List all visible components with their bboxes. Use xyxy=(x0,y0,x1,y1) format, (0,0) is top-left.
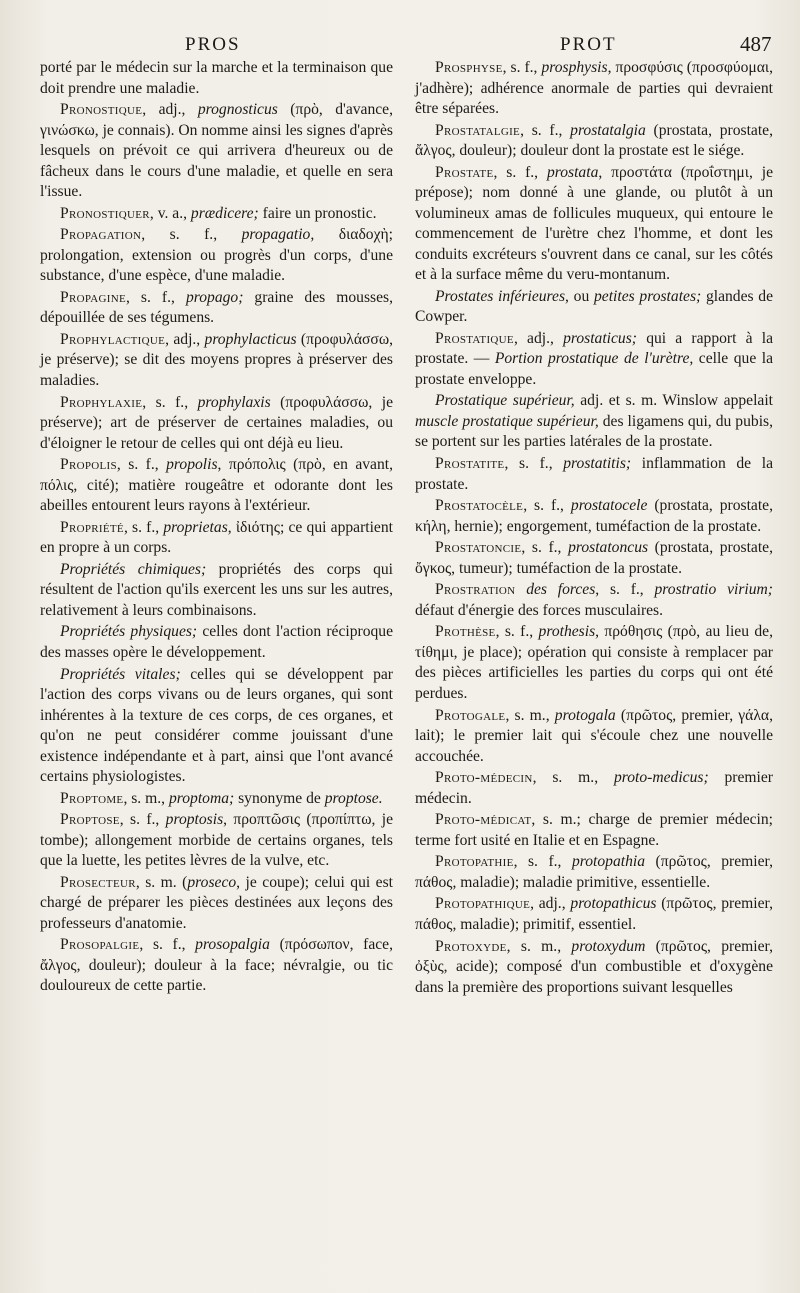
entry-definition: des ligamens qui, du pubis, se portent sur les parties latérales de la prostate. xyxy=(415,412,774,451)
entry-subheading: muscle prostatique supérieur, xyxy=(415,412,599,430)
entry-grammar: , s. f., xyxy=(502,59,542,76)
entry-headword: Protopathie xyxy=(435,853,514,871)
entry-grammar: , s. f., xyxy=(116,456,167,474)
entry-latin: prostatalgia xyxy=(570,121,646,139)
entry-grammar: , adj., xyxy=(530,895,571,913)
entry-headword: Pronostique xyxy=(60,101,143,119)
entry-latin: propago; xyxy=(185,288,244,306)
entry-definition: (prostata, prostate, ἄλγος, douleur); douleur dont la prostate est le siége. xyxy=(415,121,773,160)
entry-headword: Propagation xyxy=(60,226,142,244)
entry-latin: proprietas xyxy=(163,518,228,536)
entry-definition: , ἰδιότης; ce qui appartient en propre à un corps. xyxy=(40,518,393,557)
entry-grammar xyxy=(515,581,526,598)
dictionary-entry xyxy=(40,622,393,663)
entry-headword: Prostration xyxy=(435,581,516,599)
dictionary-entry xyxy=(415,121,773,162)
entry-definition: (prostata, prostate, κήλη, hernie); engorgement, tuméfaction de la prostate. xyxy=(415,497,773,535)
entry-latin: protogala xyxy=(554,706,616,724)
entry-latin: prædicere; xyxy=(190,204,259,222)
entry-latin: prostaticus; xyxy=(563,329,637,347)
entry-grammar: , s. m., xyxy=(505,706,555,724)
dictionary-entry xyxy=(415,852,773,893)
entry-text: porté par le médecin sur la marche et la terminaison que doit prendre une maladie. xyxy=(40,59,393,97)
dictionary-entry xyxy=(415,768,773,809)
entry-definition: (πρῶτος, premier, ὀξὺς, acide); composé d'un combustible et d'oxygène dans la première des proportions suivant lesquelles xyxy=(415,937,773,996)
entry-headword: Prosecteur xyxy=(60,873,136,891)
entry-definition: charge de premier médecin; terme fort usité en Italie et en Espagne. xyxy=(415,811,773,849)
dictionary-entry xyxy=(40,330,393,392)
entry-headword: Proto-médicat xyxy=(435,811,532,829)
entry-definition: , ou xyxy=(565,287,594,305)
entry-definition: glandes de Cowper. xyxy=(415,287,774,326)
entry-latin: prognosticus xyxy=(197,101,278,119)
entry-grammar: , s. m. ( xyxy=(135,873,188,891)
header-right-guideword: PROT xyxy=(560,34,617,55)
entry-definition: (προφυλάσσω, je préserve); se dit des moyens propres à préserver des maladies. xyxy=(40,330,393,389)
entry-subheading: Propriétés vitales; xyxy=(60,665,181,683)
entry-headword: Proptose xyxy=(60,811,120,829)
entry-headword: Prostatite xyxy=(435,455,505,473)
entry-definition: (prostata, prostate, ὄγκος, tumeur); tuméfaction de la prostate. xyxy=(415,539,773,577)
entry-definition: , προσφύσις (προσφύομαι, j'adhère); adhérence anormale de parties qui devraient être séparées. xyxy=(415,59,773,117)
running-header xyxy=(0,30,800,60)
dictionary-entry xyxy=(40,560,393,622)
page-number: 487 xyxy=(740,32,772,56)
entry-headword: Protogale xyxy=(435,706,506,724)
entry-grammar: , s. m., xyxy=(532,769,614,787)
entry-latin: prophylacticus xyxy=(204,330,297,348)
dictionary-entry xyxy=(415,391,773,453)
left-column xyxy=(40,58,393,998)
entry-latin: prostatocele xyxy=(570,497,648,515)
entry-grammar: , v. a., xyxy=(149,204,191,222)
dictionary-entry xyxy=(40,789,393,810)
entry-grammar: , s. m., xyxy=(123,789,169,807)
entry-subheading: Prostates inférieures xyxy=(435,287,566,305)
entry-grammar: , s. f., xyxy=(141,226,242,244)
entry-headword: Prostate xyxy=(435,163,494,181)
entry-headword: Pronostiquer xyxy=(60,204,150,222)
entry-definition: celles qui se développent par l'action des corps vivans ou de leurs organes, qui sont inhérentes à la texture de ces corps, de ces organes, et qu'on ne peut considérer comme jouissant d'une existence indépendante et à part, ainsi que l'ont avancé certains physiologistes. xyxy=(40,665,393,786)
dictionary-entry xyxy=(40,393,393,455)
entry-headword: Prosphyse xyxy=(435,59,503,76)
entry-subheading: Propriétés physiques; xyxy=(60,623,198,641)
entry-latin: prostata xyxy=(546,163,599,181)
entry-latin: proptoma; xyxy=(168,789,235,807)
dictionary-entry xyxy=(40,665,393,788)
entry-grammar: , s. f., xyxy=(495,623,539,641)
entry-latin: propolis xyxy=(166,456,218,474)
entry-latin: prosphysis xyxy=(541,59,608,76)
dictionary-entry xyxy=(40,810,393,872)
dictionary-entry xyxy=(415,894,773,935)
dictionary-entry xyxy=(415,580,773,621)
entry-definition: graine des mousses, dépouillée de ses tégumens. xyxy=(40,288,393,327)
entry-headword: Propriété xyxy=(60,518,124,536)
entry-definition: (πρὸ, d'avance, γινώσκω, je connais). On nomme ainsi les signes d'après lesquels on prévoit ce qui arrivera d'heureux ou de fâcheux dans le cours d'une maladie, et quelle en sera l'issue. xyxy=(40,101,394,201)
entry-latin: proptosis xyxy=(165,811,224,829)
entry-headword: Protoxyde xyxy=(435,937,507,955)
entry-definition: synonyme de xyxy=(234,789,325,807)
entry-subheading: Prostatique supérieur, xyxy=(435,392,575,410)
entry-latin: prothesis xyxy=(538,623,596,641)
entry-definition: , προπτῶσις (προπίπτω, je tombe); allongement morbide de certains organes, tels que la luette, les petites lèvres de la vulve, etc. xyxy=(40,811,393,870)
entry-definition: défaut d'énergie des forces musculaires. xyxy=(415,601,664,619)
entry-headword: Prothèse xyxy=(435,623,496,641)
entry-latin: propagatio, xyxy=(241,226,315,244)
entry-definition: , s. f., xyxy=(595,581,655,599)
entry-definition: inflammation de la prostate. xyxy=(415,455,773,493)
entry-definition: (πρῶτος, premier, πάθος, maladie); maladie primitive, essentielle. xyxy=(415,853,773,891)
entry-grammar: , s. f., xyxy=(123,518,164,536)
entry-definition: propriétés des corps qui résultent de l'action qu'ils exercent les uns sur les autres, relativement à leurs combinaisons. xyxy=(40,560,393,619)
entry-grammar: , s. m., xyxy=(506,937,572,955)
entry-definition: διαδοχὴ; prolongation, extension ou progrès d'un corps, d'une substance, d'une espèce, d'une maladie. xyxy=(40,226,393,285)
entry-definition: , πρόπολις (πρὸ, en avant, πόλις, cité); matière rougeâtre et odorante dont les abeilles entourent leurs rayons à l'extérieur. xyxy=(40,456,393,515)
entry-subheading: prostratio virium; xyxy=(654,581,773,599)
entry-definition: celles dont l'action réciproque des masses opère le développement. xyxy=(40,623,394,661)
entry-headword: Prosopalgie xyxy=(60,936,140,954)
dictionary-entry xyxy=(415,58,773,120)
right-column xyxy=(415,58,773,999)
entry-crossref: proptose. xyxy=(324,789,383,807)
entry-headword: Prostatocèle xyxy=(435,497,524,515)
entry-subheading: Propriétés chimiques; xyxy=(60,560,207,578)
entry-latin: protoxydum xyxy=(571,937,646,955)
entry-headword: Protopathique xyxy=(435,895,531,913)
dictionary-entry xyxy=(40,225,393,287)
entry-latin: prosopalgia xyxy=(195,936,270,954)
entry-definition: (πρῶτος, premier, πάθος, maladie); primitif, essentiel. xyxy=(415,895,774,933)
entry-grammar: , s. f., xyxy=(142,393,198,411)
dictionary-entry xyxy=(40,204,393,225)
entry-subheading: Portion prostatique de l'urètre, xyxy=(494,350,694,368)
entry-definition: adj. et s. m. Winslow appelait xyxy=(574,392,774,410)
entry-definition: qui a rapport à la prostate. — xyxy=(415,329,773,368)
dictionary-entry xyxy=(415,329,773,391)
entry-definition: faire un pronostic. xyxy=(258,204,377,222)
entry-latin: proto-medicus; xyxy=(613,769,709,787)
entry-headword: Proto-médecin xyxy=(435,769,533,787)
dictionary-entry xyxy=(415,706,773,768)
dictionary-entry xyxy=(415,163,773,286)
entry-grammar: , s. f., xyxy=(521,539,569,557)
entry-grammar: , s. f., xyxy=(523,497,571,515)
entry-headword: Prophylaxie xyxy=(60,393,143,411)
entry-grammar: , adj., xyxy=(165,330,205,348)
dictionary-entry xyxy=(415,287,773,328)
entry-definition: celle que la prostate enveloppe. xyxy=(415,350,773,388)
header-left-guideword: PROS xyxy=(185,34,241,55)
dictionary-entry xyxy=(40,100,393,203)
dictionary-entry xyxy=(40,873,393,935)
dictionary-entry xyxy=(415,538,773,579)
entry-headword: Prostatique xyxy=(435,329,514,347)
dictionary-entry xyxy=(415,496,773,537)
entry-headword: Propolis xyxy=(60,456,117,474)
entry-grammar: , s. f., xyxy=(504,455,564,473)
dictionary-entry xyxy=(415,937,773,999)
entry-latin: des forces xyxy=(526,581,596,599)
entry-grammar: , s. f., xyxy=(119,811,166,829)
entry-definition: (πρόσωπον, face, ἄλγος, douleur); douleur à la face; névralgie, ou tic douloureux de cette partie. xyxy=(40,936,393,995)
dictionary-entry xyxy=(40,58,393,99)
dictionary-entry xyxy=(40,288,393,329)
entry-latin: proseco xyxy=(187,873,237,891)
dictionary-entry xyxy=(40,518,393,559)
entry-grammar: , s. f., xyxy=(493,163,547,181)
dictionary-entry xyxy=(40,935,393,997)
entry-definition: , πρόθησις (πρὸ, au lieu de, τίθημι, je place); opération qui consiste à remplacer par des pièces artificielles les parties du corps qui ont été perdues. xyxy=(415,623,773,702)
entry-definition: premier médecin. xyxy=(415,769,773,807)
entry-latin: prostatitis; xyxy=(563,455,632,473)
entry-latin: prostatoncus xyxy=(568,539,649,557)
entry-grammar: , adj., xyxy=(513,329,564,347)
entry-grammar: , s. f., xyxy=(125,288,186,306)
entry-latin: protopathia xyxy=(571,853,646,871)
entry-headword: Propagine xyxy=(60,288,126,306)
entry-definition: (προφυλάσσω, je préserve); art de préserver de certaines maladies, ou d'éloigner le retour de celles qui ont déjà eu lieu. xyxy=(40,393,393,452)
dictionary-entry xyxy=(415,810,773,851)
entry-headword: Prophylactique xyxy=(60,330,166,348)
entry-headword: Prostatoncie xyxy=(435,539,522,557)
entry-grammar: , s. f., xyxy=(520,121,571,139)
entry-definition: (πρῶτος, premier, γάλα, lait); le premier lait qui s'écoule chez une nouvelle accouchée. xyxy=(415,706,773,765)
entry-subheading: petites prostates; xyxy=(593,287,702,305)
entry-grammar: , s. m.; xyxy=(531,811,589,829)
dictionary-entry xyxy=(40,455,393,517)
dictionary-entry xyxy=(415,454,773,495)
entry-grammar: , adj., xyxy=(142,101,198,119)
entry-grammar: , s. f., xyxy=(139,936,196,954)
entry-latin: prophylaxis xyxy=(197,393,271,411)
entry-headword: Proptome xyxy=(60,789,124,807)
entry-latin: protopathicus xyxy=(570,895,657,913)
entry-headword: Prostatalgie xyxy=(435,121,521,139)
entry-definition: , je coupe); celui qui est chargé de préparer les pièces destinées aux leçons des professeurs d'anatomie. xyxy=(40,873,393,932)
entry-grammar: , s. f., xyxy=(513,853,572,871)
entry-definition: , προστάτα (προΐστημι, je prépose); nom donné à une glande, ou plutôt à un volumineux amas de follicules muqueux, qui entoure le commencement de l'urètre chez l'homme, et dont les conduits excréteurs s'ouvrent dans ce canal, sur les côtés et à la surface même du veru-montanum. xyxy=(415,163,773,284)
dictionary-entry xyxy=(415,622,773,704)
